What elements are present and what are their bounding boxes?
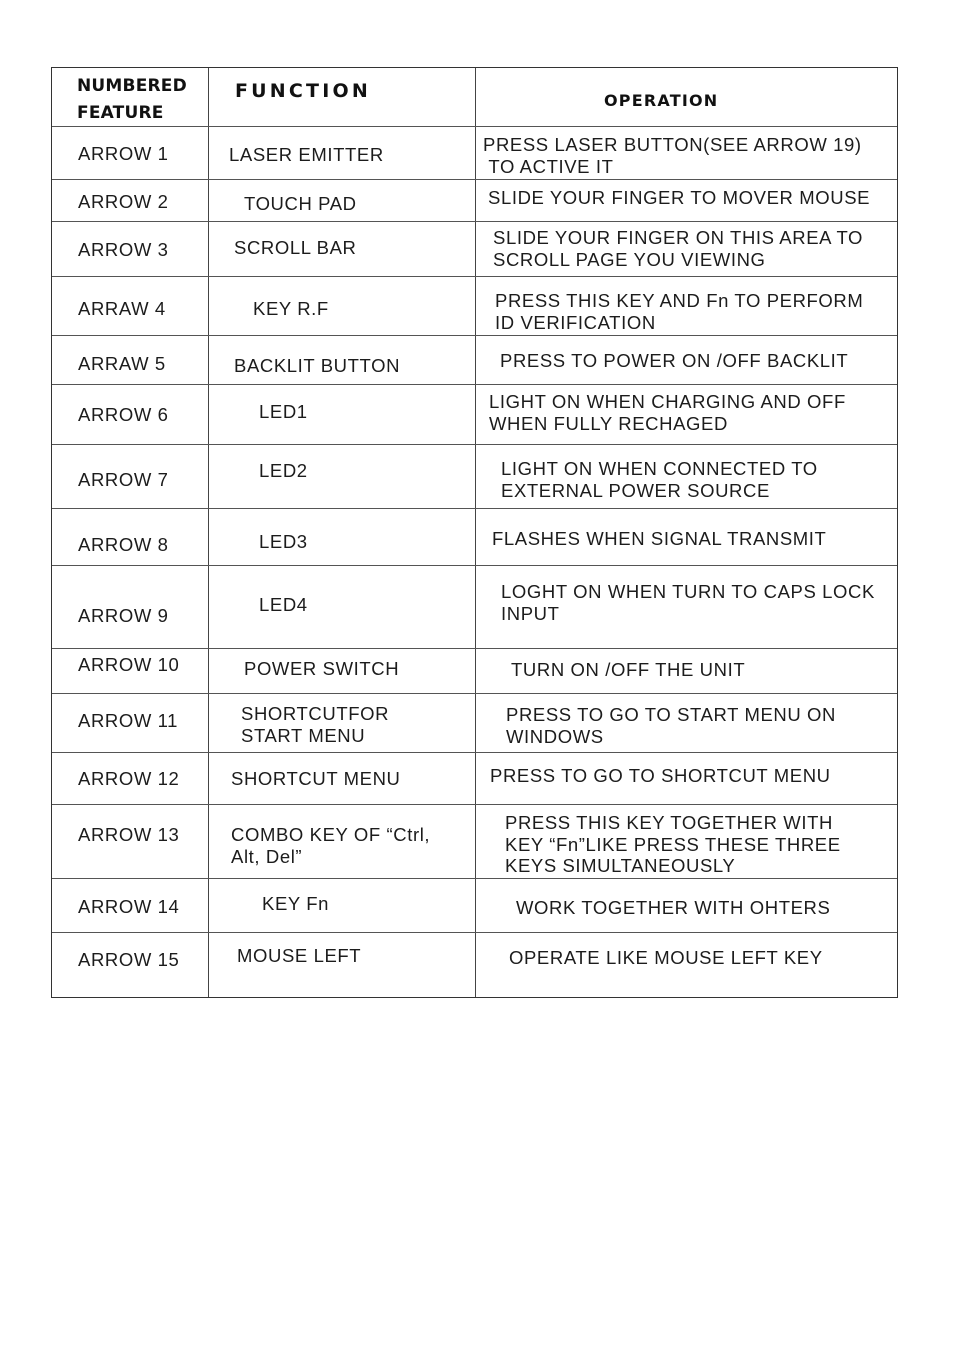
table-row — [52, 508, 897, 565]
feature-cell — [52, 805, 208, 878]
operation-cell — [475, 694, 897, 752]
function-cell — [208, 445, 475, 508]
operation-text: SLIDE YOUR FINGER TO MOVER MOUSE — [488, 187, 871, 208]
operation-cell — [475, 879, 897, 932]
table-row — [52, 648, 897, 693]
operation-cell — [475, 277, 897, 335]
operation-cell — [475, 180, 897, 221]
feature-cell — [52, 127, 208, 179]
function-cell — [208, 694, 475, 752]
function-cell — [208, 933, 475, 997]
feature-cell — [52, 445, 208, 508]
feature-table — [51, 67, 898, 998]
operation-cell — [475, 753, 897, 804]
feature-text: ARROW 6 — [78, 404, 169, 425]
function-text: BACKLIT BUTTON — [234, 355, 401, 376]
operation-text: PRESS LASER BUTTON(SEE ARROW 19) TO ACTIVE IT — [483, 134, 862, 177]
table-row — [52, 693, 897, 752]
feature-cell — [52, 694, 208, 752]
feature-text: ARROW 1 — [78, 143, 169, 164]
feature-text: ARROW 15 — [78, 949, 180, 970]
operation-cell — [475, 509, 897, 565]
function-text: LED4 — [259, 594, 308, 615]
function-cell — [208, 277, 475, 335]
function-text: LED2 — [259, 460, 308, 481]
function-cell — [208, 649, 475, 693]
feature-text: ARROW 9 — [78, 605, 169, 626]
feature-text: ARROW 2 — [78, 191, 169, 212]
table-row — [52, 444, 897, 508]
table-row — [52, 276, 897, 335]
function-text: MOUSE LEFT — [237, 945, 362, 966]
table-row — [52, 804, 897, 878]
function-cell — [208, 753, 475, 804]
operation-text: LIGHT ON WHEN CONNECTED TO EXTERNAL POWER SOURCE — [501, 458, 818, 501]
function-text: KEY Fn — [262, 893, 330, 914]
operation-cell — [475, 933, 897, 997]
function-text: SHORTCUTFOR START MENU — [241, 703, 390, 746]
function-text: KEY R.F — [253, 298, 329, 319]
feature-text: ARROW 14 — [78, 896, 180, 917]
function-text: POWER SWITCH — [244, 658, 400, 679]
header-cell-function — [208, 68, 475, 126]
feature-cell — [52, 277, 208, 335]
feature-text: ARRAW 5 — [78, 353, 166, 374]
function-cell — [208, 180, 475, 221]
function-cell — [208, 566, 475, 648]
feature-cell — [52, 180, 208, 221]
feature-cell — [52, 566, 208, 648]
header-function-label: FUNCTION — [235, 80, 371, 102]
feature-text: ARROW 3 — [78, 239, 169, 260]
function-text: SCROLL BAR — [234, 237, 357, 258]
operation-text: LOGHT ON WHEN TURN TO CAPS LOCK INPUT — [501, 581, 875, 624]
function-cell — [208, 127, 475, 179]
operation-text: PRESS TO POWER ON /OFF BACKLIT — [500, 350, 849, 371]
operation-text: PRESS THIS KEY TOGETHER WITH KEY “Fn”LIKE PRESS THESE THREE KEYS SIMULTANEOUSLY — [505, 812, 841, 876]
table-row — [52, 878, 897, 932]
operation-text: LIGHT ON WHEN CHARGING AND OFF WHEN FULLY RECHAGED — [489, 391, 846, 434]
feature-text: ARROW 7 — [78, 469, 169, 490]
function-cell — [208, 336, 475, 384]
operation-text: PRESS TO GO TO START MENU ON WINDOWS — [506, 704, 836, 747]
function-text: LED1 — [259, 401, 308, 422]
table-header-row — [52, 68, 897, 126]
function-text: COMBO KEY OF “Ctrl, Alt, Del” — [231, 824, 431, 867]
table-row — [52, 221, 897, 276]
feature-cell — [52, 879, 208, 932]
table-row — [52, 565, 897, 648]
function-cell — [208, 805, 475, 878]
table-row — [52, 932, 897, 997]
function-cell — [208, 879, 475, 932]
operation-cell — [475, 336, 897, 384]
feature-cell — [52, 509, 208, 565]
feature-cell — [52, 753, 208, 804]
table-row — [52, 335, 897, 384]
operation-text: PRESS THIS KEY AND Fn TO PERFORM ID VERIFICATION — [495, 290, 864, 333]
function-text: SHORTCUT MENU — [231, 768, 401, 789]
function-text: TOUCH PAD — [244, 193, 357, 214]
feature-cell — [52, 649, 208, 693]
table-row — [52, 179, 897, 221]
table-row — [52, 126, 897, 179]
header-cell-feature — [52, 68, 208, 126]
feature-text: ARROW 12 — [78, 768, 180, 789]
operation-text: OPERATE LIKE MOUSE LEFT KEY — [509, 947, 823, 968]
operation-cell — [475, 649, 897, 693]
operation-cell — [475, 385, 897, 444]
feature-text: ARROW 10 — [78, 654, 180, 675]
operation-cell — [475, 805, 897, 878]
feature-text: ARROW 8 — [78, 534, 169, 555]
feature-text: ARROW 11 — [78, 710, 179, 731]
function-text: LASER EMITTER — [229, 144, 384, 165]
header-cell-operation — [475, 68, 897, 126]
operation-text: PRESS TO GO TO SHORTCUT MENU — [490, 765, 831, 786]
operation-text: FLASHES WHEN SIGNAL TRANSMIT — [492, 528, 827, 549]
function-cell — [208, 222, 475, 276]
function-text: LED3 — [259, 531, 308, 552]
table-row — [52, 384, 897, 444]
header-feature-label: NUMBERED FEATURE — [77, 76, 187, 123]
operation-text: SLIDE YOUR FINGER ON THIS AREA TO SCROLL PAGE YOU VIEWING — [493, 227, 864, 270]
table-row — [52, 752, 897, 804]
operation-cell — [475, 445, 897, 508]
operation-text: TURN ON /OFF THE UNIT — [511, 659, 746, 680]
feature-text: ARRAW 4 — [78, 298, 166, 319]
feature-cell — [52, 336, 208, 384]
feature-cell — [52, 385, 208, 444]
feature-cell — [52, 222, 208, 276]
operation-cell — [475, 566, 897, 648]
header-operation-label: OPERATION — [604, 91, 719, 110]
operation-cell — [475, 222, 897, 276]
operation-text: WORK TOGETHER WITH OHTERS — [516, 897, 831, 918]
feature-cell — [52, 933, 208, 997]
function-cell — [208, 509, 475, 565]
feature-text: ARROW 13 — [78, 824, 180, 845]
function-cell — [208, 385, 475, 444]
operation-cell — [475, 127, 897, 179]
